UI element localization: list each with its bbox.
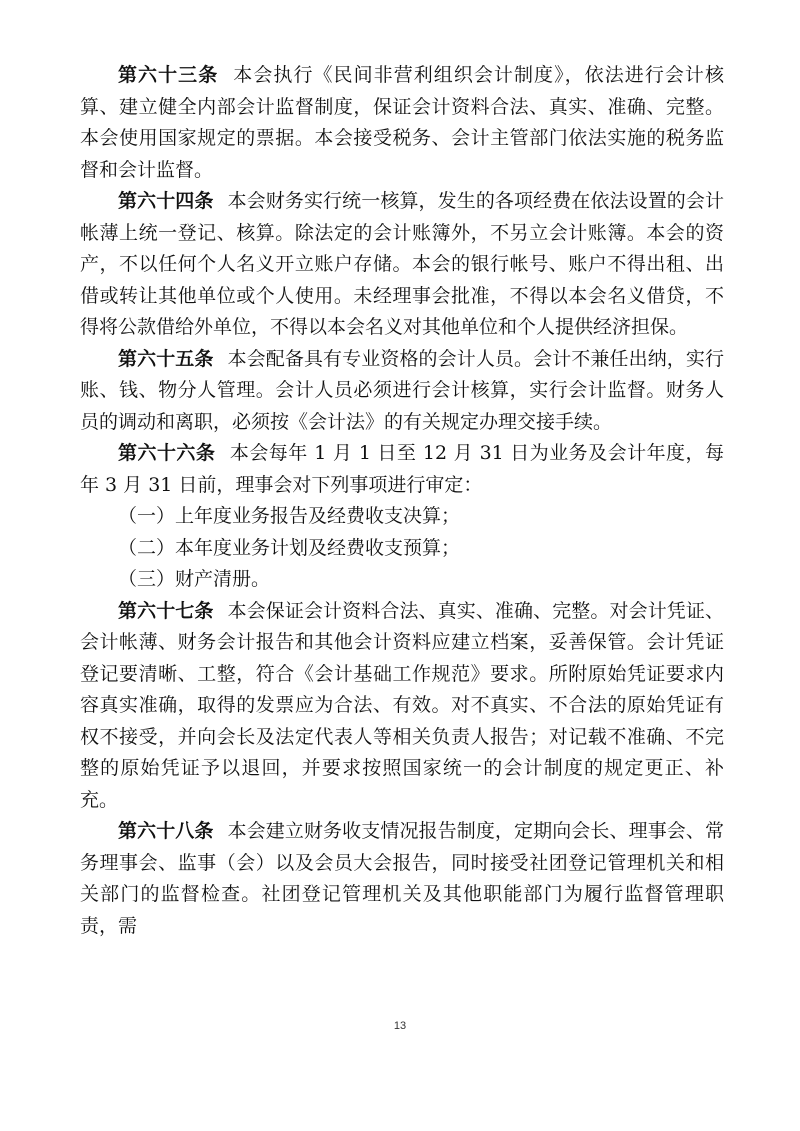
article-text: 本会每年 1 月 1 日至 12 月 31 日为业务及会计年度，每年 3 月 31 日前，理事会对下列事项进行审定： [80,442,724,496]
article-64 [80,186,724,344]
article-text: 本会执行《民间非营利组织会计制度》，依法进行会计核算、建立健全内部会计监督制度，保证会计资料合法、真实、准确、完整。本会使用国家规定的票据。本会接受税务、会计主管部门依法实施的税务监督和会计监督。 [80,64,724,181]
article-66 [80,438,724,501]
page-number: 13 [393,1020,407,1032]
article-heading: 第六十八条 [118,820,214,842]
list-item: （一）上年度业务报告及经费收支决算； [118,505,461,527]
article-65 [80,344,724,439]
article-text: 本会建立财务收支情况报告制度，定期向会长、理事会、常务理事会、监事（会）以及会员大会报告，同时接受社团登记管理机关和相关部门的监督检查。社团登记管理机关及其他职能部门为履行监督管理职责，需 [80,820,724,937]
article-heading: 第六十四条 [118,190,214,212]
article-text: 本会配备具有专业资格的会计人员。会计不兼任出纳，实行账、钱、物分人管理。会计人员必须进行会计核算，实行会计监督。财务人员的调动和离职，必须按《会计法》的有关规定办理交接手续。 [80,347,724,433]
article-heading: 第六十五条 [118,347,214,370]
article-68 [80,816,724,942]
list-item: （三）财产清册。 [118,568,271,590]
article-heading: 第六十三条 [118,64,219,86]
list-item: （二）本年度业务计划及经费收支预算； [118,536,461,559]
article-67 [80,596,724,817]
article-heading: 第六十七条 [118,599,214,622]
document-body [80,60,724,942]
article-text: 本会财务实行统一核算，发生的各项经费在依法设置的会计帐薄上统一登记、核算。除法定的会计账簿外，不另立会计账簿。本会的资产，不以任何个人名义开立账户存储。本会的银行帐号、账户不得出租、出借或转让其他单位或个人使用。未经理事会批准，不得以本会名义借贷，不得将公款借给外单位，不得以本会名义对其他单位和个人提供经济担保。 [80,190,724,338]
article-text: 本会保证会计资料合法、真实、准确、完整。对会计凭证、会计帐薄、财务会计报告和其他会计资料应建立档案，妥善保管。会计凭证登记要清晰、工整，符合《会计基础工作规范》要求。所附原始凭证要求内容真实准确，取得的发票应为合法、有效。对不真实、不合法的原始凭证有权不接受，并向会长及法定代表人等相关负责人报告；对记载不准确、不完整的原始凭证予以退回，并要求按照国家统一的会计制度的规定更正、补充。 [80,599,724,811]
article-heading: 第六十六条 [118,442,216,464]
article-63 [80,60,724,186]
